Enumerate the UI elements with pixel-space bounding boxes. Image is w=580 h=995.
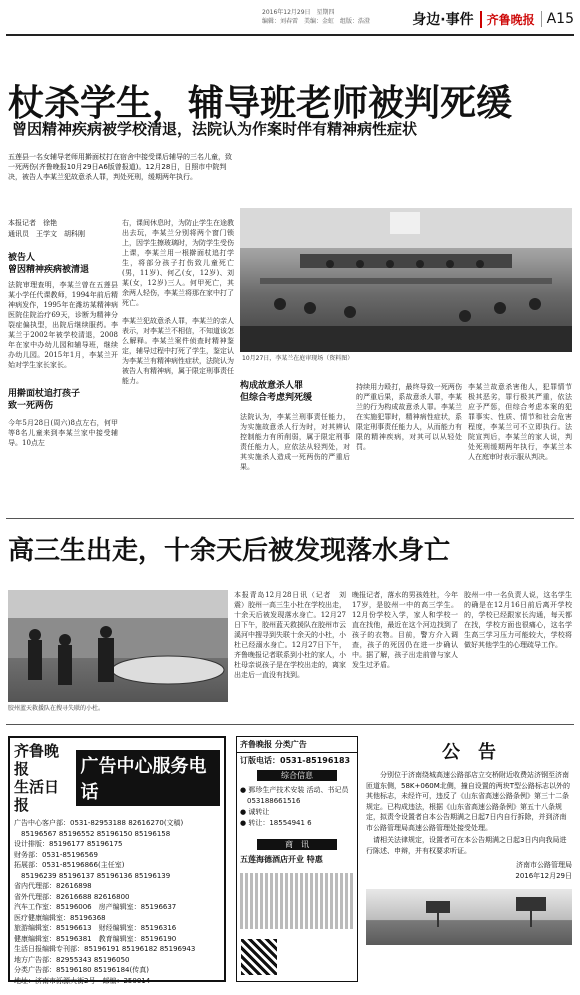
story1-col2-text2: 李某兰犯故意杀人罪，李某兰的亲人表示，对李某兰不相信，不知道该怎么解释。李某兰案件侦查时精神鉴定，辅导过程中打死了学生，鉴定认为李某兰有精神病性症状，法院认为被告人有精神病，属于限定刑事责任能力。: [122, 317, 234, 385]
ad-service-line: 广告中心客户部：0531-82953188 82616270(文稿): [14, 819, 184, 827]
story2-col1-text: 本报青岛12月28日讯（记者 刘震）胶州一高三生小杜在学校出走，十余天后被发现落水身亡。12月27日下午，胶州蓝天救援队在胶州市云溪河中搜寻到失联十余天的小杜，小杜已经溺水身亡。12月27日下午，齐鲁晚报记者联系到小杜的家人，小杜母亲说孩子是在学校出走的，离家出走后一直没有找到。: [234, 591, 346, 679]
story1-col1: [8, 218, 118, 458]
classified-item: ● 鄄珍生产技术安装 活动、书记员: [240, 786, 349, 794]
ad-service-line: 汽车工作室：85196006 房产编辑室：85196637: [14, 903, 177, 911]
classified-item: ● 诚转让: [240, 808, 270, 816]
classified-item: 053188661516: [240, 797, 301, 805]
story1-col2-text: 右，课间休息时，为防止学生在途教出去玩，李某兰分别将两个窗门锁上，因学生擦玻璃时，为防学生受伤上课，李某兰用一根擀面杖追打学生，将部分孩子打伤致儿童死亡(男，11岁)、何乙(女，12岁)、刘某(女，12岁)三人。何甲死亡，其余两人轻伤，李某兰将那在家中打了死亡。: [122, 219, 234, 307]
ad-service-line: 旅游编辑室：85196613 财经编辑室：85196316: [14, 924, 177, 932]
rescue-photo: [8, 590, 228, 702]
ad-brand-2: 生活日报: [14, 778, 60, 814]
story1-headline: 杖杀学生，辅导班老师被判死缓: [8, 83, 513, 124]
header-editors: 编辑：刘春雷 美编：金虹 组版：浩澄: [262, 18, 371, 25]
story1-col3-text: 法院认为，李某兰刑事责任能力，为实施故意杀人行为时，对其辨认控制能力有所削弱，属于限定刑事责任能力人，应依法从轻判处，对其实施杀人造成一死两伤的严重后果。: [240, 413, 350, 471]
classified-section-2: 商 讯: [257, 839, 337, 850]
story-divider: [6, 518, 574, 519]
classified-section-1: 综合信息: [257, 770, 337, 781]
classified-brand: 齐鲁晚报 分类广告: [237, 737, 357, 753]
billboard-photo: [366, 889, 572, 945]
notice-title: 公 告: [442, 742, 496, 763]
story1-byline2: 通讯员 王学文 胡科刚: [8, 230, 85, 238]
ad-service-line: 拓展部：0531-85196866(主任室): [14, 861, 125, 869]
classified-item: ● 转让：18554941 6: [240, 819, 312, 827]
section-name: 身边·事件: [412, 12, 474, 28]
story1-col4-text: 持续用力殴打，最终导致一死两伤的严重后果，系故意杀人罪，李某兰的行为构成故意杀人罪。李某兰在实施犯罪时，精神病性症状，系限定刑事责任能力人，从而能力有限的精神疾病，对其可以从轻处罚。: [356, 383, 462, 451]
header-rule: [6, 34, 574, 36]
ad-service-line: 分类广告部：85196180 85196184(传真): [14, 966, 149, 974]
notice-signature: 济南市公路管理局: [516, 861, 572, 869]
ad-service-lines: [14, 818, 220, 986]
story2-col3-text: 胶州一中一名负责人说，这名学生的确是在12月16日前后离开学校的，学校已经跟家长沟通，每天都在找，学校方面也很痛心，这名学生高三学习压力可能较大，学校将做好其他学生的心理疏导工作。: [464, 591, 572, 649]
ad-service-phones: [8, 736, 226, 985]
story1-col1-text2: 今年5月28日(周六)8点左右，何甲等8名儿童来到李某兰家中接受辅导。10点左: [8, 419, 118, 447]
ad-classified: [236, 736, 358, 982]
courtroom-photo-caption: 10月27日，李某兰在庭审现场（资料图）: [242, 355, 354, 362]
page-number: A15: [541, 11, 574, 27]
ad-service-line: 财务部：0531-85196569: [14, 850, 98, 859]
ad-service-title: 广告中心服务电话: [76, 750, 220, 806]
ad-service-line: 设计排版：85196177 85196175: [14, 840, 123, 848]
notice-body: 分别位于济南绕城高速公路部店立交桥附近收费站济钢至济南匝道东侧，58K+060M北侧，撞自设置的两块T型公路标志以外的其他标志，未经许可，违反了《山东省高速公路条例》第三十二条规定。已构成违法，根据《山东省高速公路条例》第五十八条规定，拟责令设置者自本公告期满之日起7日内自行拆除，并到济南市公路管理局高速公路管理处接受处理。: [366, 771, 571, 832]
courtroom-photo: [240, 208, 572, 352]
ad-service-line: 医疗健康编辑室：85196368: [14, 913, 106, 922]
ad-brands: [14, 742, 70, 814]
story1-subtitle-2: 用擀面杖追打孩子 致一死两伤: [8, 389, 81, 411]
rescue-photo-caption: 胶州蓝天救援队在搜寻失联的小杜。: [8, 705, 105, 712]
header-date: 2016年12月29日 星期四: [262, 9, 335, 16]
ad-service-line: 85196239 85196137 85196136 85196139: [14, 871, 171, 880]
story1-byline1: 本报记者 徐艳: [8, 219, 57, 227]
ad-service-line: 健康编辑室：85196381 教育编辑室：85196190: [14, 934, 177, 943]
ad-service-line: 地方广告部：82955343 85196050: [14, 955, 130, 964]
story1-lead: 五莲县一名女辅导老师用擀面杖打在宿舍中接受课后辅导的三名儿童，致一死两伤(齐鲁晚报10月29日A6版曾报道)。12月28日，日照市中院判决，被告人李某兰犯故意杀人罪，判处死刑，缓期两年执行。: [8, 153, 232, 181]
ad-service-line: 生活日报编辑专刊部：85196191 85196182 85196943: [14, 945, 196, 953]
courtroom-illustration: [240, 208, 572, 352]
newspaper-logo: 齐鲁晚报: [480, 11, 535, 28]
story2-col2-text: 晚报记者，落水的男孩姓杜，今年17岁，是胶州一中的高三学生。12月份学校入学，家人和学校一直在找他，最近在这个河边找到了孩子的衣物。目前，警方介入调查，孩子的死因仍在进一步确认中。据了解，孩子出走前曾与家人发生过矛盾。: [352, 591, 458, 669]
notice-body-2: 请相关法律规定，设置者可在本公告期满之日起3日内向我局进行陈述、申辩，并有权要求听证。: [366, 836, 567, 855]
classified-promo: 五莲海德酒店开业 特惠: [240, 855, 323, 864]
ad-service-line: 省内代理部：82616898: [14, 882, 92, 890]
header-right: [412, 8, 574, 30]
rescue-illustration: [8, 590, 228, 702]
ads-divider: [6, 724, 574, 725]
ad-brand-1: 齐鲁晚报: [14, 742, 60, 778]
story1-subtitle-1: 被告人 曾因精神疾病被清退: [8, 253, 90, 275]
notice-date: 2016年12月29日: [515, 871, 572, 880]
classified-items: [237, 783, 357, 831]
story1-col3: [240, 380, 350, 512]
story1-subtitle-3: 构成故意杀人罪 但综合考虑判死缓: [240, 381, 313, 403]
header-meta: [262, 8, 370, 26]
ad-service-line: 85196567 85196552 85196150 85196158: [14, 829, 171, 838]
story2-headline: 高三生出走，十余天后被发现落水身亡: [8, 536, 451, 566]
ad-service-header: [14, 742, 220, 814]
billboard-illustration: [366, 889, 572, 945]
ad-service-line: 地址：济南市泺源大街2号 邮编：250014: [14, 976, 151, 985]
public-notice: [366, 738, 572, 986]
qr-code-icon: [241, 939, 277, 975]
ad-service-line: 省外代理部：82616688 82616800: [14, 892, 130, 901]
story1-col2: [122, 218, 234, 526]
story1-col5-text: 李某兰故意杀害他人，犯罪情节极其恶劣，罪行极其严重，依法应予严惩，但综合考虑本案的犯罪事实、性质、情节和社会危害程度，李某兰可不立即执行。法院宣判后，李某兰的家人说，判处死刑缓期两年执行，李某兰本人在庭审时表示服从判决。: [468, 383, 572, 461]
classified-promo-body: [240, 873, 354, 929]
classified-phone: 订版电话：0531-85196183: [240, 756, 351, 765]
story1-subhead: 曾因精神疾病被学校清退，法院认为作案时伴有精神病性症状: [12, 120, 418, 138]
story1-col1-text: 法院审理查明，李某兰曾在五莲县某小学任代课教师，1994年前后精神病发作，1995年在潍坊某精神病医院住院治疗69天，诊断为精神分裂症偏执型，出院后继续服药。李某兰于2002年被学校清退，2008年在家中办幼儿园和辅导班，继续办幼儿园。2015年1月，李某兰开始对学生家长家长。: [8, 281, 118, 369]
